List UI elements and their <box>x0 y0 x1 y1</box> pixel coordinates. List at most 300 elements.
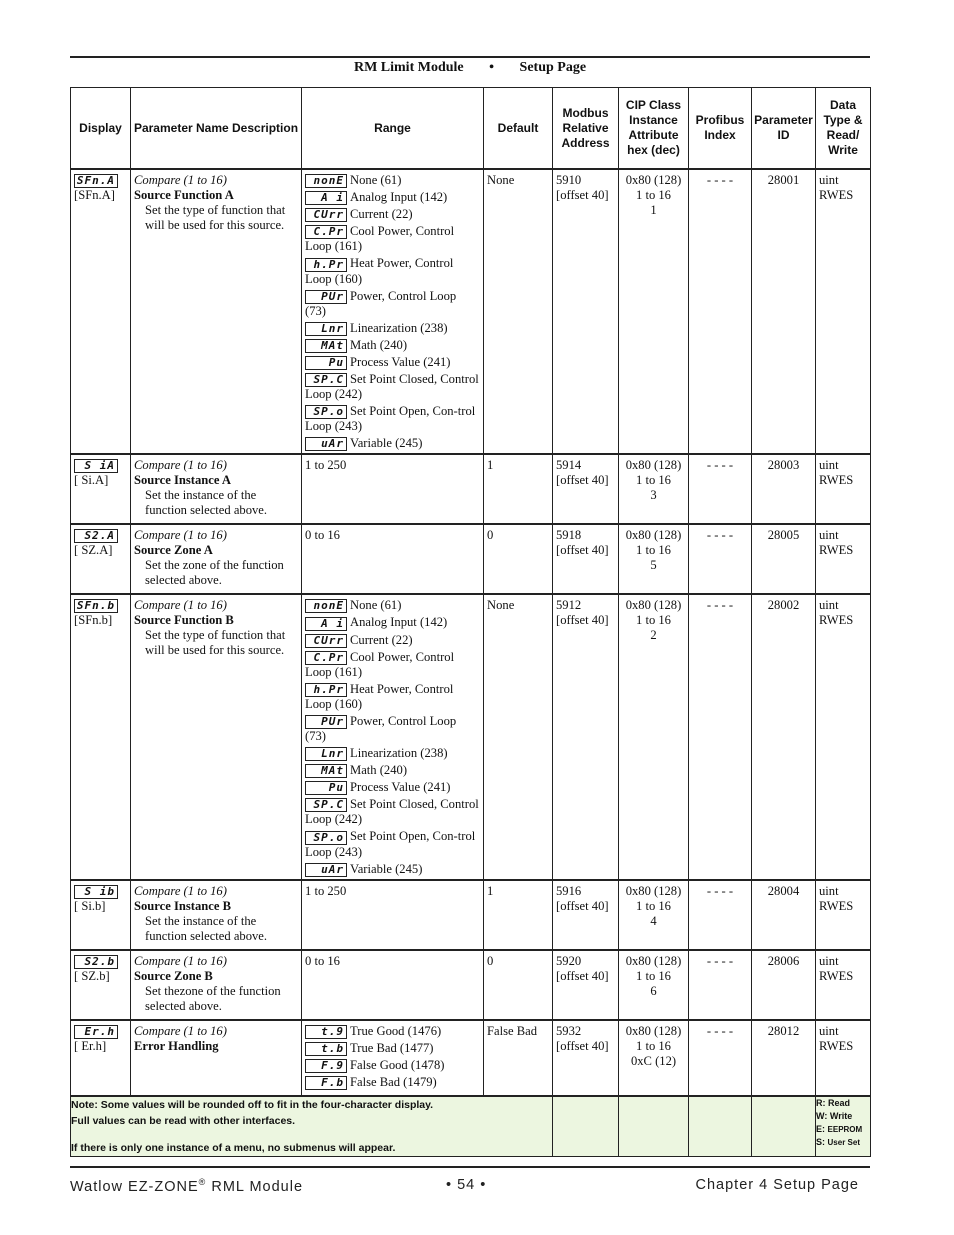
profibus-index: - - - - <box>706 458 734 473</box>
param-id-cell <box>752 594 816 879</box>
param-description: Set the instance of the function selected above. <box>145 488 268 518</box>
param-name: Source Function B <box>134 613 234 628</box>
modbus-cell <box>553 950 619 1020</box>
param-cell <box>131 524 302 594</box>
seven-segment-code: MAt <box>305 764 347 778</box>
seven-segment-display: S2.A <box>74 529 118 543</box>
data-type-cell <box>816 1020 871 1096</box>
parameter-table <box>70 87 871 1157</box>
seven-segment-code: t.9 <box>305 1025 347 1039</box>
default-cell <box>484 169 553 454</box>
profibus-index: - - - - <box>706 528 734 543</box>
cip-attribute: 0xC (12) <box>630 1053 677 1068</box>
default-cell <box>484 594 553 879</box>
seven-segment-code: Pu <box>305 781 347 795</box>
range-option <box>305 780 480 795</box>
default-value: 1 <box>487 458 494 473</box>
range-option-text: Linearization (238) <box>350 320 448 335</box>
seven-segment-code: PUr <box>305 290 347 304</box>
cip-cell <box>619 594 689 879</box>
profibus-cell <box>689 950 752 1020</box>
default-cell <box>484 880 553 950</box>
range-option-text: Variable (245) <box>350 861 423 876</box>
param-description: Set the zone of the function selected above. <box>145 558 284 588</box>
top-rule <box>70 56 870 58</box>
modbus-address: 5912 <box>556 598 582 613</box>
param-id-cell <box>752 880 816 950</box>
seven-segment-code: SP.C <box>305 798 347 812</box>
range-option-text: Power, Control Loop (73) <box>305 713 457 743</box>
range-text: 1 to 250 <box>305 458 347 473</box>
display-label: [ Si.A] <box>74 473 109 488</box>
profibus-cell <box>689 169 752 454</box>
range-option-text: Current (22) <box>350 632 413 647</box>
default-value: None <box>487 173 515 187</box>
cip-instance: 1 to 16 <box>636 898 671 913</box>
range-option <box>305 256 480 286</box>
param-description: Set the instance of the function selected above. <box>145 913 268 943</box>
parameter-id: 28006 <box>767 953 800 968</box>
modbus-offset: [offset 40] <box>556 1038 609 1053</box>
default-cell <box>484 950 553 1020</box>
col-default: Default <box>484 88 553 170</box>
param-id-cell <box>752 454 816 524</box>
table-row <box>71 454 871 524</box>
range-option <box>305 746 480 761</box>
parameter-id: 28005 <box>767 528 800 543</box>
cip-attribute: 6 <box>650 983 657 998</box>
note-blank <box>752 1096 816 1157</box>
param-category: Compare (1 to 16) <box>134 1023 227 1038</box>
default-value: 1 <box>487 883 494 898</box>
range-option-text: True Good (1476) <box>350 1023 442 1038</box>
profibus-cell <box>689 880 752 950</box>
profibus-cell <box>689 524 752 594</box>
param-description: Set the type of function that will be used for this source. <box>145 203 286 232</box>
page-title <box>70 60 870 76</box>
cip-instance: 1 to 16 <box>636 188 671 202</box>
cip-class: 0x80 (128) <box>625 883 682 898</box>
cip-class: 0x80 (128) <box>625 173 682 187</box>
data-type-cell <box>816 594 871 879</box>
range-option <box>305 1075 480 1090</box>
range-option <box>305 763 480 778</box>
range-option-text: None (61) <box>350 173 402 187</box>
col-range: Range <box>302 88 484 170</box>
param-name: Source Zone A <box>134 543 213 558</box>
legend-eeprom: EEPROM <box>827 1124 863 1134</box>
modbus-address: 5920 <box>556 953 582 968</box>
note-blank <box>553 1096 619 1157</box>
range-cell <box>302 594 484 879</box>
display-cell <box>71 454 131 524</box>
col-cip: CIP Class Instance Attribute hex (dec) <box>619 88 689 170</box>
cip-cell <box>619 524 689 594</box>
read-write: RWES <box>819 898 854 913</box>
range-option <box>305 598 480 613</box>
cip-instance: 1 to 16 <box>636 543 671 558</box>
display-label: [ Er.h] <box>74 1038 107 1053</box>
seven-segment-code: PUr <box>305 715 347 729</box>
page-subtitle: Setup Page <box>519 60 587 75</box>
seven-segment-display: S ib <box>74 885 118 899</box>
range-option <box>305 633 480 648</box>
legend-key: R: <box>816 1097 826 1108</box>
range-option <box>305 321 480 336</box>
cip-instance: 1 to 16 <box>636 473 671 488</box>
legend-key: W: <box>816 1110 828 1121</box>
range-option <box>305 404 480 434</box>
range-option-text: False Good (1478) <box>350 1057 445 1072</box>
range-option-text: Power, Control Loop (73) <box>305 288 457 318</box>
seven-segment-code: uAr <box>305 437 347 451</box>
note-cell <box>71 1096 553 1157</box>
table-row <box>71 1020 871 1096</box>
legend-read: Read <box>828 1097 851 1108</box>
range-option-text: Math (240) <box>350 763 408 778</box>
param-name: Source Instance B <box>134 898 232 913</box>
profibus-index: - - - - <box>706 173 734 187</box>
param-id-cell <box>752 950 816 1020</box>
col-profibus: Profibus Index <box>689 88 752 170</box>
default-cell <box>484 524 553 594</box>
modbus-address: 5916 <box>556 883 582 898</box>
data-type-cell <box>816 454 871 524</box>
cip-cell <box>619 1020 689 1096</box>
col-display: Display <box>71 88 131 170</box>
read-write: RWES <box>819 188 854 202</box>
seven-segment-code: SP.o <box>305 831 347 845</box>
data-type: uint <box>819 173 839 187</box>
range-option <box>305 224 480 254</box>
profibus-index: - - - - <box>706 598 734 613</box>
param-name: Source Zone B <box>134 968 213 983</box>
display-cell <box>71 950 131 1020</box>
profibus-index: - - - - <box>706 953 734 968</box>
display-cell <box>71 880 131 950</box>
range-option <box>305 355 480 370</box>
cip-attribute: 5 <box>650 558 657 573</box>
table-row <box>71 594 871 879</box>
seven-segment-code: Pu <box>305 356 347 370</box>
range-option-text: Process Value (241) <box>350 354 451 369</box>
range-option-text: False Bad (1479) <box>350 1074 437 1089</box>
data-type: uint <box>819 883 839 898</box>
param-cell <box>131 880 302 950</box>
param-category: Compare (1 to 16) <box>134 953 227 968</box>
display-cell <box>71 1020 131 1096</box>
range-text: 0 to 16 <box>305 953 340 968</box>
seven-segment-code: nonE <box>305 174 347 188</box>
range-text: 0 to 16 <box>305 528 340 543</box>
default-cell <box>484 454 553 524</box>
display-label: [ Si.b] <box>74 898 106 913</box>
read-write: RWES <box>819 968 854 983</box>
cip-class: 0x80 (128) <box>625 1023 682 1038</box>
range-option-text: Current (22) <box>350 207 413 222</box>
seven-segment-code: C.Pr <box>305 225 347 239</box>
table-row <box>71 169 871 454</box>
modbus-address: 5910 <box>556 173 582 187</box>
range-option <box>305 650 480 680</box>
range-option <box>305 1058 480 1073</box>
param-id-cell <box>752 524 816 594</box>
range-option-text: Heat Power, Control Loop (160) <box>305 256 454 286</box>
default-cell <box>484 1020 553 1096</box>
range-option <box>305 682 480 712</box>
range-option-text: Process Value (241) <box>350 780 451 795</box>
display-label: [ SZ.A] <box>74 543 113 558</box>
parameter-id: 28002 <box>767 598 800 613</box>
range-option-text: Set Point Closed, Control Loop (242) <box>305 371 479 402</box>
data-type-cell <box>816 950 871 1020</box>
modbus-address: 5914 <box>556 458 582 473</box>
param-cell <box>131 1020 302 1096</box>
seven-segment-display: SFn.A <box>74 174 118 188</box>
default-value: 0 <box>487 953 494 968</box>
seven-segment-code: F.9 <box>305 1059 347 1073</box>
param-category: Compare (1 to 16) <box>134 598 227 613</box>
range-cell <box>302 950 484 1020</box>
read-write: RWES <box>819 473 854 488</box>
display-cell <box>71 169 131 454</box>
data-type: uint <box>819 458 839 473</box>
parameter-id: 28001 <box>767 173 800 187</box>
data-type-cell <box>816 524 871 594</box>
footer-left <box>70 1177 303 1195</box>
modbus-cell <box>553 880 619 950</box>
seven-segment-display: SFn.b <box>74 599 118 613</box>
display-label: [ SZ.b] <box>74 968 110 983</box>
range-option <box>305 207 480 222</box>
cip-class: 0x80 (128) <box>625 458 682 473</box>
range-option <box>305 436 480 451</box>
seven-segment-code: t.b <box>305 1042 347 1056</box>
modbus-offset: [offset 40] <box>556 968 609 983</box>
cip-cell <box>619 880 689 950</box>
profibus-cell <box>689 1020 752 1096</box>
range-option-text: Set Point Open, Con-trol Loop (243) <box>305 829 476 859</box>
modbus-cell <box>553 454 619 524</box>
data-type-cell <box>816 880 871 950</box>
col-param: Parameter Name Description <box>131 88 302 170</box>
modbus-cell <box>553 1020 619 1096</box>
note-line-2: Full values can be read with other interfaces. <box>71 1114 296 1127</box>
range-cell <box>302 169 484 454</box>
seven-segment-display: S iA <box>74 459 118 473</box>
footer-product: Watlow EZ-ZONE <box>70 1178 199 1195</box>
legend-key: S: <box>816 1136 825 1147</box>
seven-segment-code: nonE <box>305 599 347 613</box>
parameter-id: 28003 <box>767 458 800 473</box>
cip-attribute: 2 <box>650 628 657 643</box>
range-option <box>305 372 480 402</box>
data-type: uint <box>819 528 839 543</box>
data-type: uint <box>819 1023 839 1038</box>
param-category: Compare (1 to 16) <box>134 173 227 187</box>
seven-segment-code: CUrr <box>305 208 347 222</box>
table-row <box>71 524 871 594</box>
param-cell <box>131 454 302 524</box>
display-cell <box>71 524 131 594</box>
modbus-address: 5932 <box>556 1023 582 1038</box>
legend <box>816 1096 871 1157</box>
read-write: RWES <box>819 1038 854 1053</box>
param-category: Compare (1 to 16) <box>134 883 227 898</box>
modbus-offset: [offset 40] <box>556 613 609 628</box>
profibus-cell <box>689 454 752 524</box>
seven-segment-code: h.Pr <box>305 258 347 272</box>
profibus-cell <box>689 594 752 879</box>
param-cell <box>131 594 302 879</box>
seven-segment-code: SP.o <box>305 405 347 419</box>
cip-class: 0x80 (128) <box>625 598 682 613</box>
range-cell <box>302 524 484 594</box>
range-cell <box>302 454 484 524</box>
range-option-text: Linearization (238) <box>350 745 448 760</box>
param-cell <box>131 950 302 1020</box>
parameter-id: 28004 <box>767 883 800 898</box>
default-value: 0 <box>487 528 494 543</box>
registered-mark: ® <box>198 1177 207 1187</box>
default-value: None <box>487 598 515 613</box>
range-cell <box>302 880 484 950</box>
legend-write: Write <box>829 1110 853 1121</box>
read-write: RWES <box>819 613 854 628</box>
seven-segment-code: F.b <box>305 1076 347 1090</box>
cip-class: 0x80 (128) <box>625 528 682 543</box>
range-option <box>305 797 480 827</box>
modbus-cell <box>553 594 619 879</box>
note-row <box>71 1096 871 1157</box>
seven-segment-code: CUrr <box>305 634 347 648</box>
legend-key: E: <box>816 1123 825 1134</box>
range-text: 1 to 250 <box>305 883 347 898</box>
header-row <box>71 88 871 170</box>
modbus-address: 5918 <box>556 528 582 543</box>
range-option-text: Variable (245) <box>350 436 423 451</box>
param-category: Compare (1 to 16) <box>134 458 227 473</box>
range-option-text: Heat Power, Control Loop (160) <box>305 681 454 711</box>
modbus-cell <box>553 169 619 454</box>
note-line-3: If there is only one instance of a menu, no submenus will appear. <box>71 1141 396 1154</box>
cip-instance: 1 to 16 <box>636 968 671 983</box>
range-option-text: Cool Power, Control Loop (161) <box>305 224 455 254</box>
col-modbus: Modbus Relative Address <box>553 88 619 170</box>
cip-instance: 1 to 16 <box>636 613 671 628</box>
footer-module: RML Module <box>206 1178 304 1195</box>
display-cell <box>71 594 131 879</box>
range-option <box>305 714 480 744</box>
cip-attribute: 3 <box>650 488 657 503</box>
modbus-offset: [offset 40] <box>556 473 609 488</box>
range-option-text: Analog Input (142) <box>350 615 448 630</box>
modbus-cell <box>553 524 619 594</box>
display-label: [SFn.A] <box>74 188 115 203</box>
read-write: RWES <box>819 543 854 558</box>
range-option <box>305 1024 480 1039</box>
range-option-text: Cool Power, Control Loop (161) <box>305 649 455 679</box>
table-row <box>71 880 871 950</box>
range-option <box>305 173 480 188</box>
modbus-offset: [offset 40] <box>556 543 609 558</box>
note-line-1: Note: Some values will be rounded off to fit in the four-character display. <box>71 1098 434 1111</box>
seven-segment-display: Er.h <box>74 1025 118 1039</box>
cip-cell <box>619 454 689 524</box>
param-id-cell <box>752 169 816 454</box>
module-title: RM Limit Module <box>353 60 464 75</box>
range-option-text: True Bad (1477) <box>350 1040 434 1055</box>
table-row <box>71 950 871 1020</box>
param-name: Source Function A <box>134 188 234 202</box>
param-id-cell <box>752 1020 816 1096</box>
range-option-text: Set Point Closed, Control Loop (242) <box>305 797 479 827</box>
cip-instance: 1 to 16 <box>636 1038 671 1053</box>
modbus-offset: [offset 40] <box>556 188 609 202</box>
seven-segment-code: Lnr <box>305 747 347 761</box>
title-separator: • <box>489 60 495 75</box>
cip-cell <box>619 950 689 1020</box>
range-option <box>305 862 480 877</box>
range-option-text: None (61) <box>350 598 402 613</box>
seven-segment-code: h.Pr <box>305 683 347 697</box>
range-option-text: Analog Input (142) <box>350 190 448 205</box>
param-description: Set the type of function that will be used for this source. <box>145 628 286 658</box>
note-blank <box>689 1096 752 1157</box>
page-number: • 54 • <box>446 1177 487 1193</box>
modbus-offset: [offset 40] <box>556 898 609 913</box>
display-label: [SFn.b] <box>74 613 113 628</box>
profibus-index: - - - - <box>706 1023 734 1038</box>
range-option <box>305 829 480 859</box>
col-data-type: Data Type & Read/ Write <box>816 88 871 170</box>
param-cell <box>131 169 302 454</box>
seven-segment-code: uAr <box>305 863 347 877</box>
seven-segment-code: A i <box>305 617 347 631</box>
cip-attribute: 4 <box>650 913 657 928</box>
param-name: Source Instance A <box>134 473 232 488</box>
cip-cell <box>619 169 689 454</box>
parameter-id: 28012 <box>767 1023 800 1038</box>
footer-chapter: Chapter 4 Setup Page <box>695 1177 859 1193</box>
note-blank <box>619 1096 689 1157</box>
range-option <box>305 615 480 630</box>
param-description: Set thezone of the function selected above. <box>145 983 281 1013</box>
legend-user-set: User Set <box>827 1137 860 1147</box>
range-option-text: Math (240) <box>350 337 408 352</box>
profibus-index: - - - - <box>706 883 734 898</box>
range-cell <box>302 1020 484 1096</box>
seven-segment-code: C.Pr <box>305 651 347 665</box>
data-type: uint <box>819 953 839 968</box>
range-option <box>305 289 480 319</box>
param-category: Compare (1 to 16) <box>134 528 227 543</box>
seven-segment-code: SP.C <box>305 373 347 387</box>
default-value: False Bad <box>487 1023 538 1038</box>
range-option <box>305 190 480 205</box>
data-type: uint <box>819 598 839 613</box>
cip-attribute: 1 <box>650 203 657 217</box>
col-param-id: Parameter ID <box>752 88 816 170</box>
range-option <box>305 1041 480 1056</box>
seven-segment-code: Lnr <box>305 322 347 336</box>
seven-segment-display: S2.b <box>74 955 118 969</box>
range-option <box>305 338 480 353</box>
bottom-rule <box>70 1166 870 1168</box>
cip-class: 0x80 (128) <box>625 953 682 968</box>
range-option-text: Set Point Open, Con-trol Loop (243) <box>305 404 476 434</box>
param-name: Error Handling <box>134 1038 219 1053</box>
